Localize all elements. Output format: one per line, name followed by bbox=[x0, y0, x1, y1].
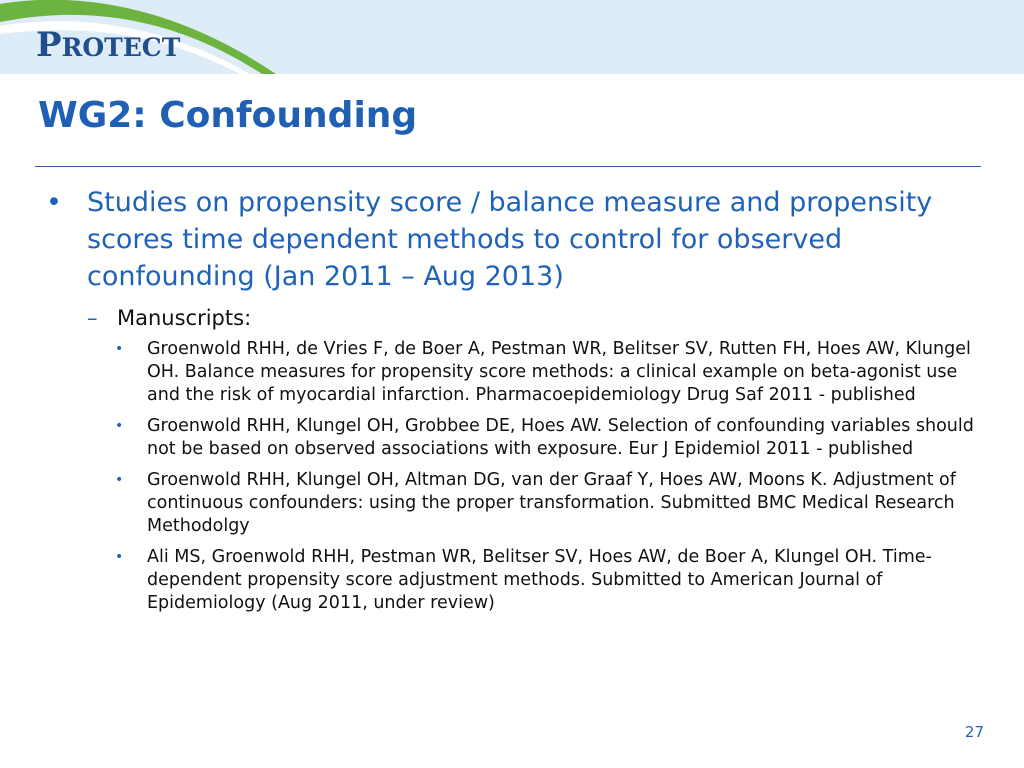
main-bullet-text: Studies on propensity score / balance measure and propensity scores time dependent methods to control for observed confounding (Jan 2011 – Aug 2013) bbox=[87, 187, 933, 292]
logo-wordmark bbox=[36, 25, 181, 65]
reference-text: Groenwold RHH, de Vries F, de Boer A, Pestman WR, Belitser SV, Rutten FH, Hoes AW, Klungel OH. Balance measures for propensity score methods: a clinical example on beta-agonist use and the risk of myocardial infarction. Pharmacoepidemiology Drug Saf 2011 - published bbox=[147, 339, 971, 405]
bullet-icon: • bbox=[46, 187, 62, 218]
bullet-icon: • bbox=[115, 549, 124, 565]
dash-icon: – bbox=[87, 306, 98, 330]
reference-text: Ali MS, Groenwold RHH, Pestman WR, Belitser SV, Hoes AW, de Boer A, Klungel OH. Time-dependent propensity score adjustment methods. Submitted to American Journal of Epidemiology (Aug 2011, under review) bbox=[147, 547, 932, 613]
page-number: 27 bbox=[964, 723, 984, 741]
logo-text-first: P bbox=[36, 25, 62, 65]
reference-item bbox=[115, 469, 977, 538]
logo-text-rest: ROTECT bbox=[61, 33, 181, 62]
sub-bullet-manuscripts bbox=[87, 303, 984, 333]
slide-title: WG2: Confounding bbox=[38, 95, 418, 136]
bullet-icon: • bbox=[115, 418, 124, 434]
reference-item bbox=[115, 338, 977, 407]
slide-content bbox=[44, 184, 984, 623]
reference-text: Groenwold RHH, Klungel OH, Grobbee DE, Hoes AW. Selection of confounding variables should not be based on observed associations with exposure. Eur J Epidemiol 2011 - published bbox=[147, 416, 974, 459]
protect-logo bbox=[0, 0, 300, 80]
bullet-icon: • bbox=[115, 341, 124, 357]
reference-item bbox=[115, 546, 977, 615]
reference-list bbox=[44, 338, 984, 615]
reference-item bbox=[115, 415, 977, 461]
bullet-icon: • bbox=[115, 472, 124, 488]
title-divider bbox=[35, 166, 981, 167]
reference-text: Groenwold RHH, Klungel OH, Altman DG, van der Graaf Y, Hoes AW, Moons K. Adjustment of continuous confounders: using the proper transformation. Submitted BMC Medical Research Methodolgy bbox=[147, 470, 956, 536]
sub-bullet-text: Manuscripts: bbox=[117, 306, 252, 330]
main-bullet bbox=[44, 184, 984, 295]
